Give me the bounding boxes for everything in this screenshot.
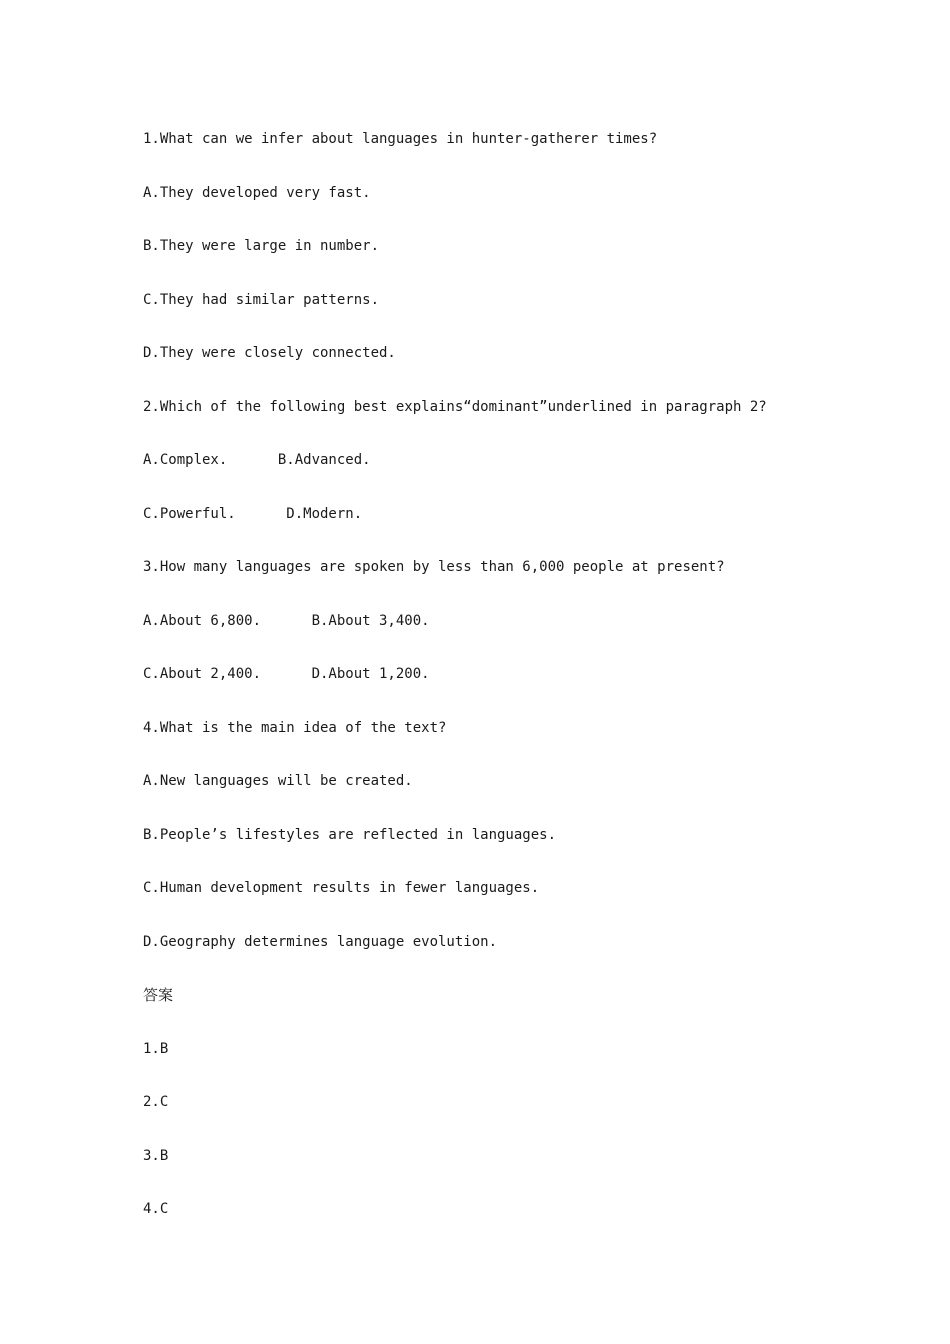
question-1-option-d: D.They were closely connected. [143,345,396,361]
question-3-options-cd: C.About 2,400. D.About 1,200. [143,666,430,682]
question-1-stem: 1.What can we infer about languages in hunter-gatherer times? [143,131,658,147]
question-4-stem: 4.What is the main idea of the text? [143,719,447,736]
question-4-option-b: B.People’s lifestyles are reflected in languages. [143,826,557,843]
answer-3: 3.B [143,1147,169,1164]
answer-4: 4.C [143,1201,169,1217]
question-4-option-a: A.New languages will be created. [143,773,413,789]
question-2-options-cd: C.Powerful. D.Modern. [143,505,363,522]
question-3-options-ab: A.About 6,800. B.About 3,400. [143,612,430,629]
question-3-stem: 3.How many languages are spoken by less than 6,000 people at present? [143,559,725,575]
question-2-stem: 2.Which of the following best explains“dominant”underlined in paragraph 2? [143,398,767,415]
answer-2: 2.C [143,1094,169,1110]
question-4-option-c: C.Human development results in fewer languages. [143,880,540,896]
document-content [143,129,843,1253]
answer-heading: 答案 [143,986,174,1004]
question-4-option-d: D.Geography determines language evolution. [143,933,498,950]
question-1-option-a: A.They developed very fast. [143,184,371,201]
question-1-option-c: C.They had similar patterns. [143,291,380,308]
question-1-option-b: B.They were large in number. [143,238,380,254]
answer-1: 1.B [143,1040,169,1057]
question-2-options-ab: A.Complex. B.Advanced. [143,452,371,468]
